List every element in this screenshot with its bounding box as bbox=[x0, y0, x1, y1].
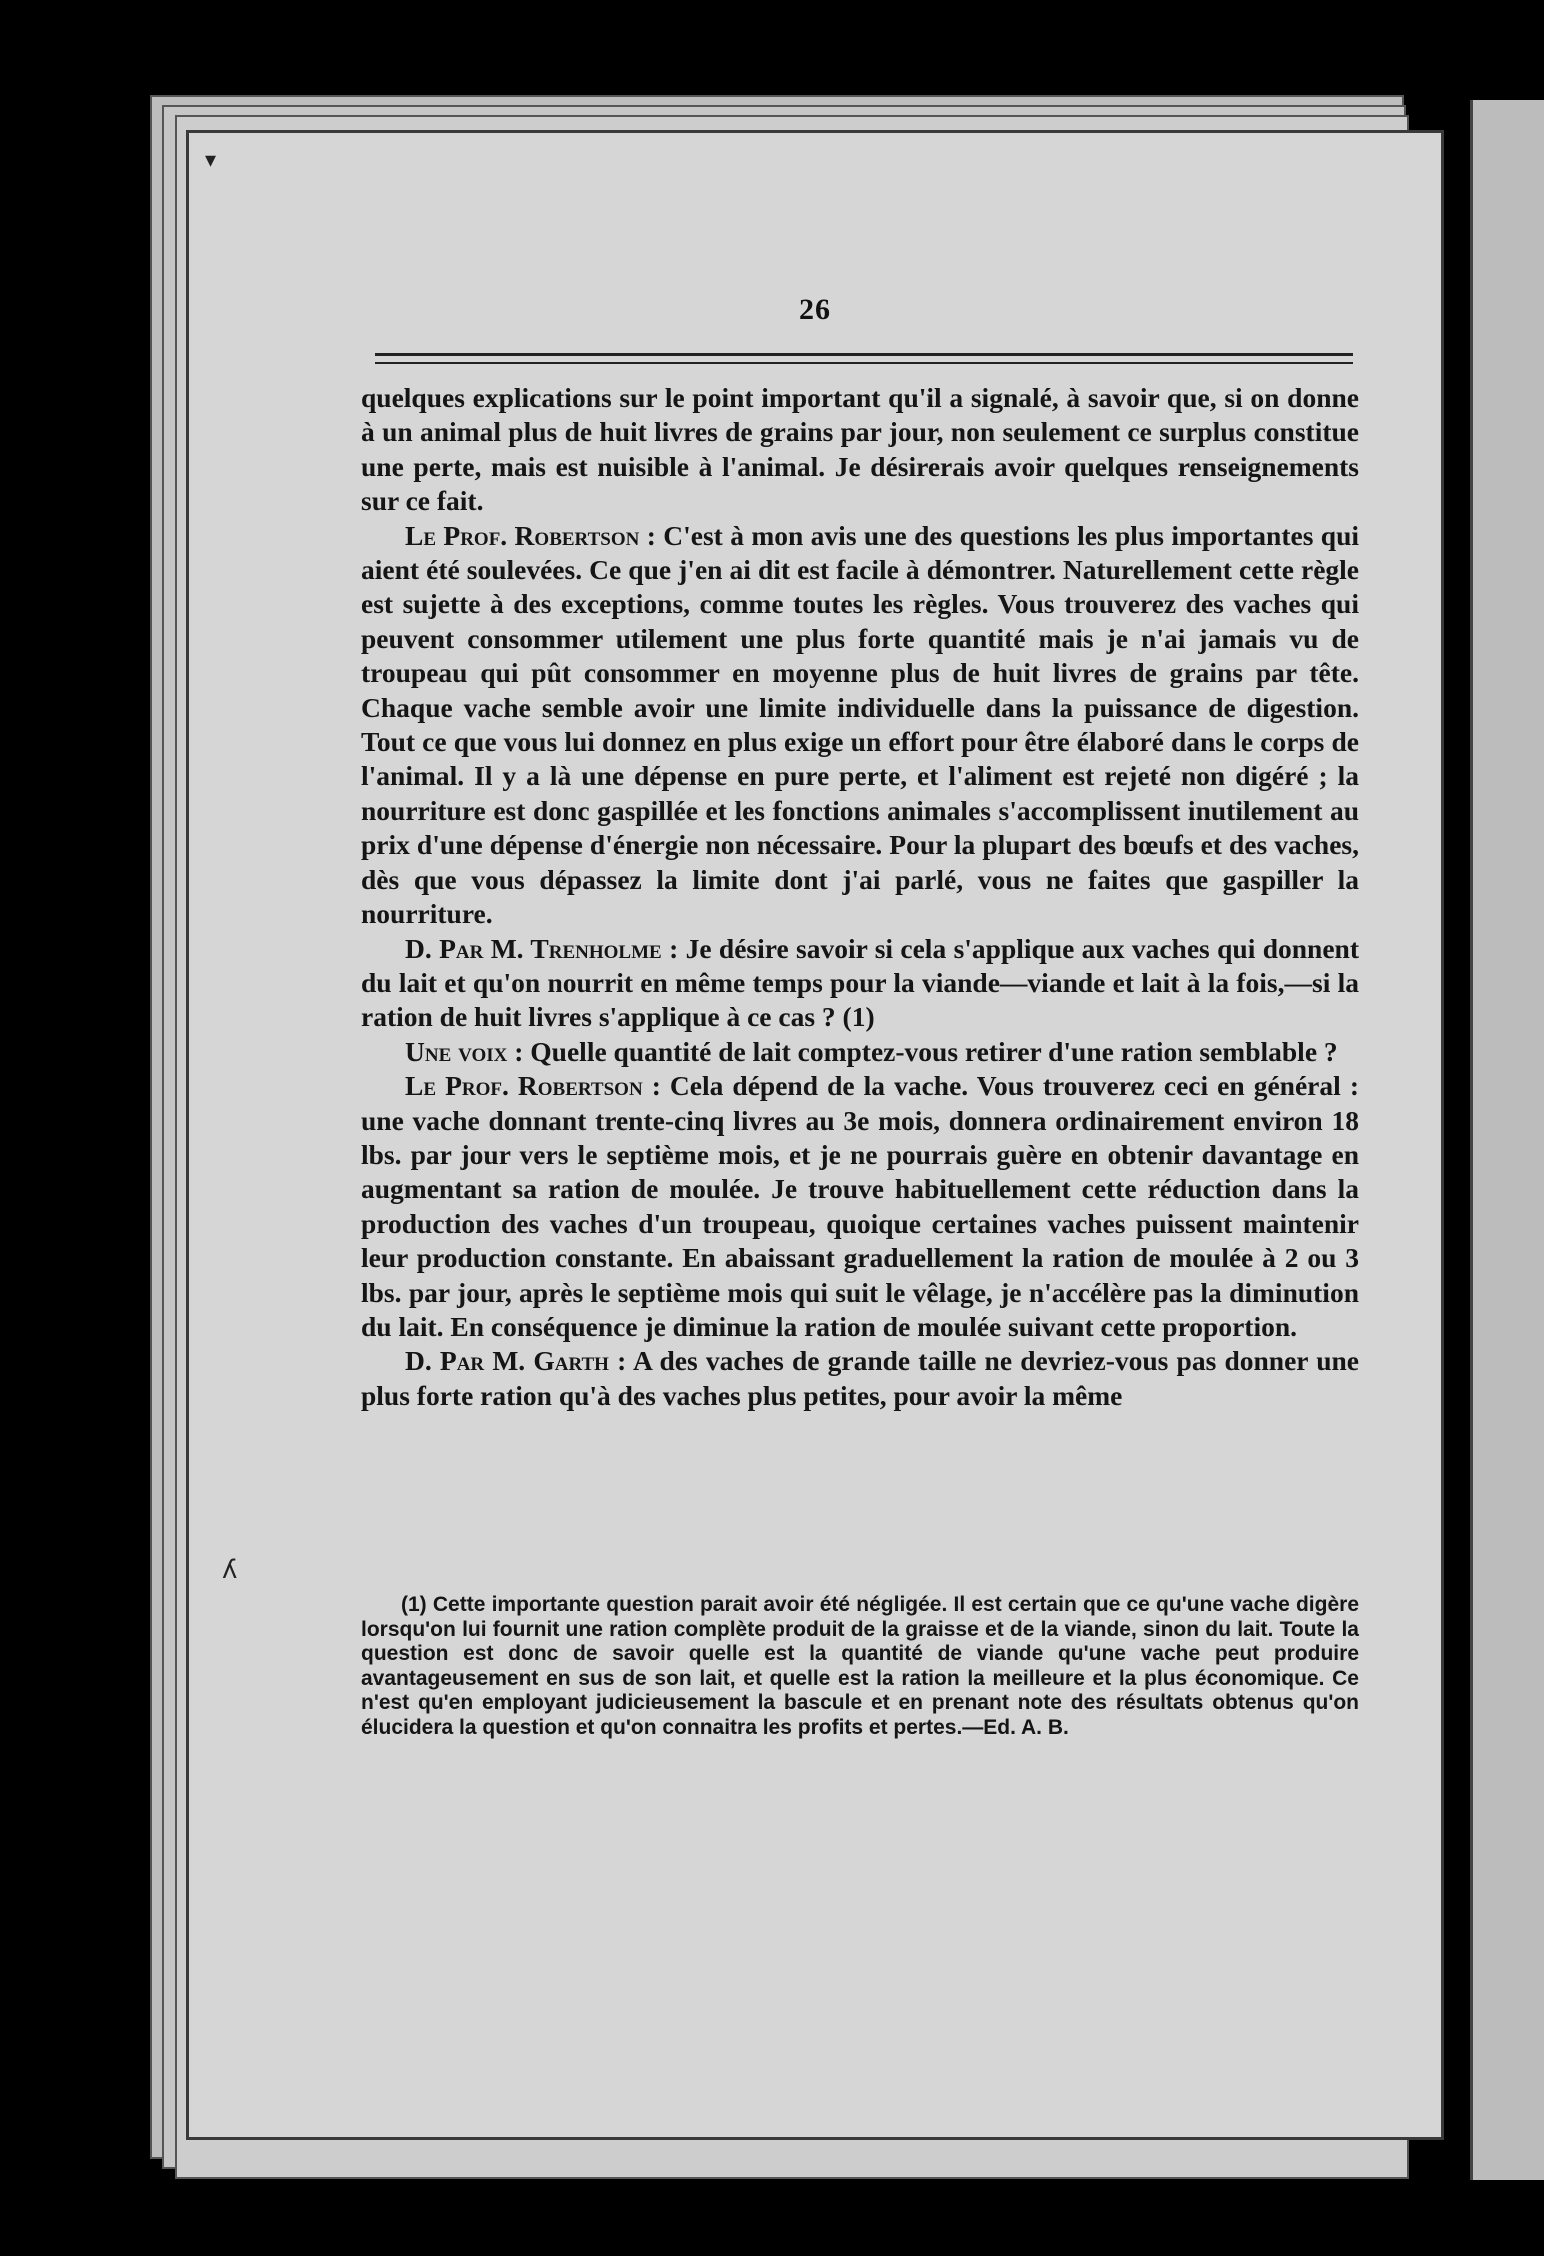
paragraph bbox=[361, 1069, 1359, 1344]
adjacent-page-edge bbox=[1470, 100, 1544, 2180]
paragraph-text: : Je désire savoir si cela s'applique aux vaches qui donnent du lait et qu'on nourrit en même temps pour la viande—viande et lait à la fois,—si la ration de huit livres s'applique à ce cas ? (1) bbox=[361, 932, 1359, 1033]
speaker: D. Par M. Garth bbox=[405, 1345, 609, 1377]
scanned-page bbox=[186, 130, 1444, 2140]
paragraph-text: : Cela dépend de la vache. Vous trouverez ceci en général : une vache donnant trente-cinq livres au 3e mois, donnera ordinairement environ 18 lbs. par jour vers le septième mois, et je ne pourrais guère en obtenir davantage en augmentant sa ration de moulée. Je trouve habituellement cette réduction dans la production des vaches d'un troupeau, quoique certaines vaches puissent maintenir leur production constante. En abaissant graduellement la ration de moulée à 2 ou 3 lbs. par jour, après le septième mois qui suit le vêlage, je n'accélère pas la diminution du lait. En conséquence je diminue la ration de moulée suivant cette proportion. bbox=[361, 1070, 1359, 1342]
page-number: 26 bbox=[799, 293, 831, 326]
paragraph bbox=[361, 519, 1359, 932]
paragraph bbox=[361, 1344, 1359, 1413]
paragraph-text: : C'est à mon avis une des questions les plus importantes qui aient été soulevées. Ce que j'en ai dit est facile à démontrer. Naturellement cette règle est sujette à des exceptions, comme toutes les règles. Vous trouverez des vaches qui peuvent consommer utilement une plus forte quantité mais je n'ai jamais vu de troupeau qui pût consommer en moyenne plus de huit livres de grains par tête. Chaque vache semble avoir une limite individuelle dans la puissance de digestion. Tout ce que vous lui donnez en plus exige un effort pour être élaboré dans le corps de l'animal. Il y a là une dépense en pure perte, et l'aliment est rejeté non digéré ; la nourriture est donc gaspillée et les fonctions animales s'accomplissent inutilement au prix d'une dépense d'énergie non nécessaire. Pour la plupart des bœufs et des vaches, dès que vous dépassez la limite dont j'ai parlé, vous ne faites que gaspiller la nourriture. bbox=[361, 519, 1360, 930]
body-text bbox=[361, 381, 1359, 1413]
paragraph-text: quelques explications sur le point important qu'il a signalé, à savoir que, si on donne à un animal plus de huit livres de grains par jour, non seulement ce surplus constitue une perte, mais est nuisible à l'animal. Je désirerais avoir quelques renseignements sur ce fait. bbox=[361, 382, 1359, 517]
pencil-margin-mark: ʎ bbox=[222, 1555, 238, 1585]
header-rule-thin bbox=[375, 362, 1353, 364]
footnote bbox=[361, 1593, 1359, 1740]
paragraph bbox=[361, 1035, 1359, 1069]
paragraph bbox=[361, 932, 1359, 1035]
paragraph-text: : Quelle quantité de lait comptez-vous retirer d'une ration semblable ? bbox=[507, 1035, 1338, 1067]
speaker: Le Prof. Robertson bbox=[405, 519, 640, 551]
footnote-text: (1) Cette importante question parait avoir été négligée. Il est certain que ce qu'une vache digère lorsqu'on lui fournit une ration complète produit de la graisse et de la viande, sinon du lait. Toute la question est donc de savoir quelle est la quantité de viande qu'une vache peut produire avantageusement en sus de son lait, et quelle est la ration la meilleure et la plus économique. Ce n'est qu'en employant judicieusement la bascule et en prenant note des résultats obtenus qu'on élucidera la question et qu'on connaitra les profits et pertes.—Ed. A. B. bbox=[361, 1593, 1359, 1739]
header-rule bbox=[375, 353, 1353, 356]
speaker: Le Prof. Robertson bbox=[405, 1070, 643, 1102]
speaker: D. Par M. Trenholme bbox=[405, 932, 662, 964]
paragraph bbox=[361, 381, 1359, 519]
speaker: Une voix bbox=[405, 1035, 508, 1067]
paragraph-text: : A des vaches de grande taille ne devriez-vous pas donner une plus forte ration qu'à des vaches plus petites, pour avoir la même bbox=[361, 1345, 1359, 1411]
ink-speck-mark: ▾ bbox=[205, 148, 217, 173]
